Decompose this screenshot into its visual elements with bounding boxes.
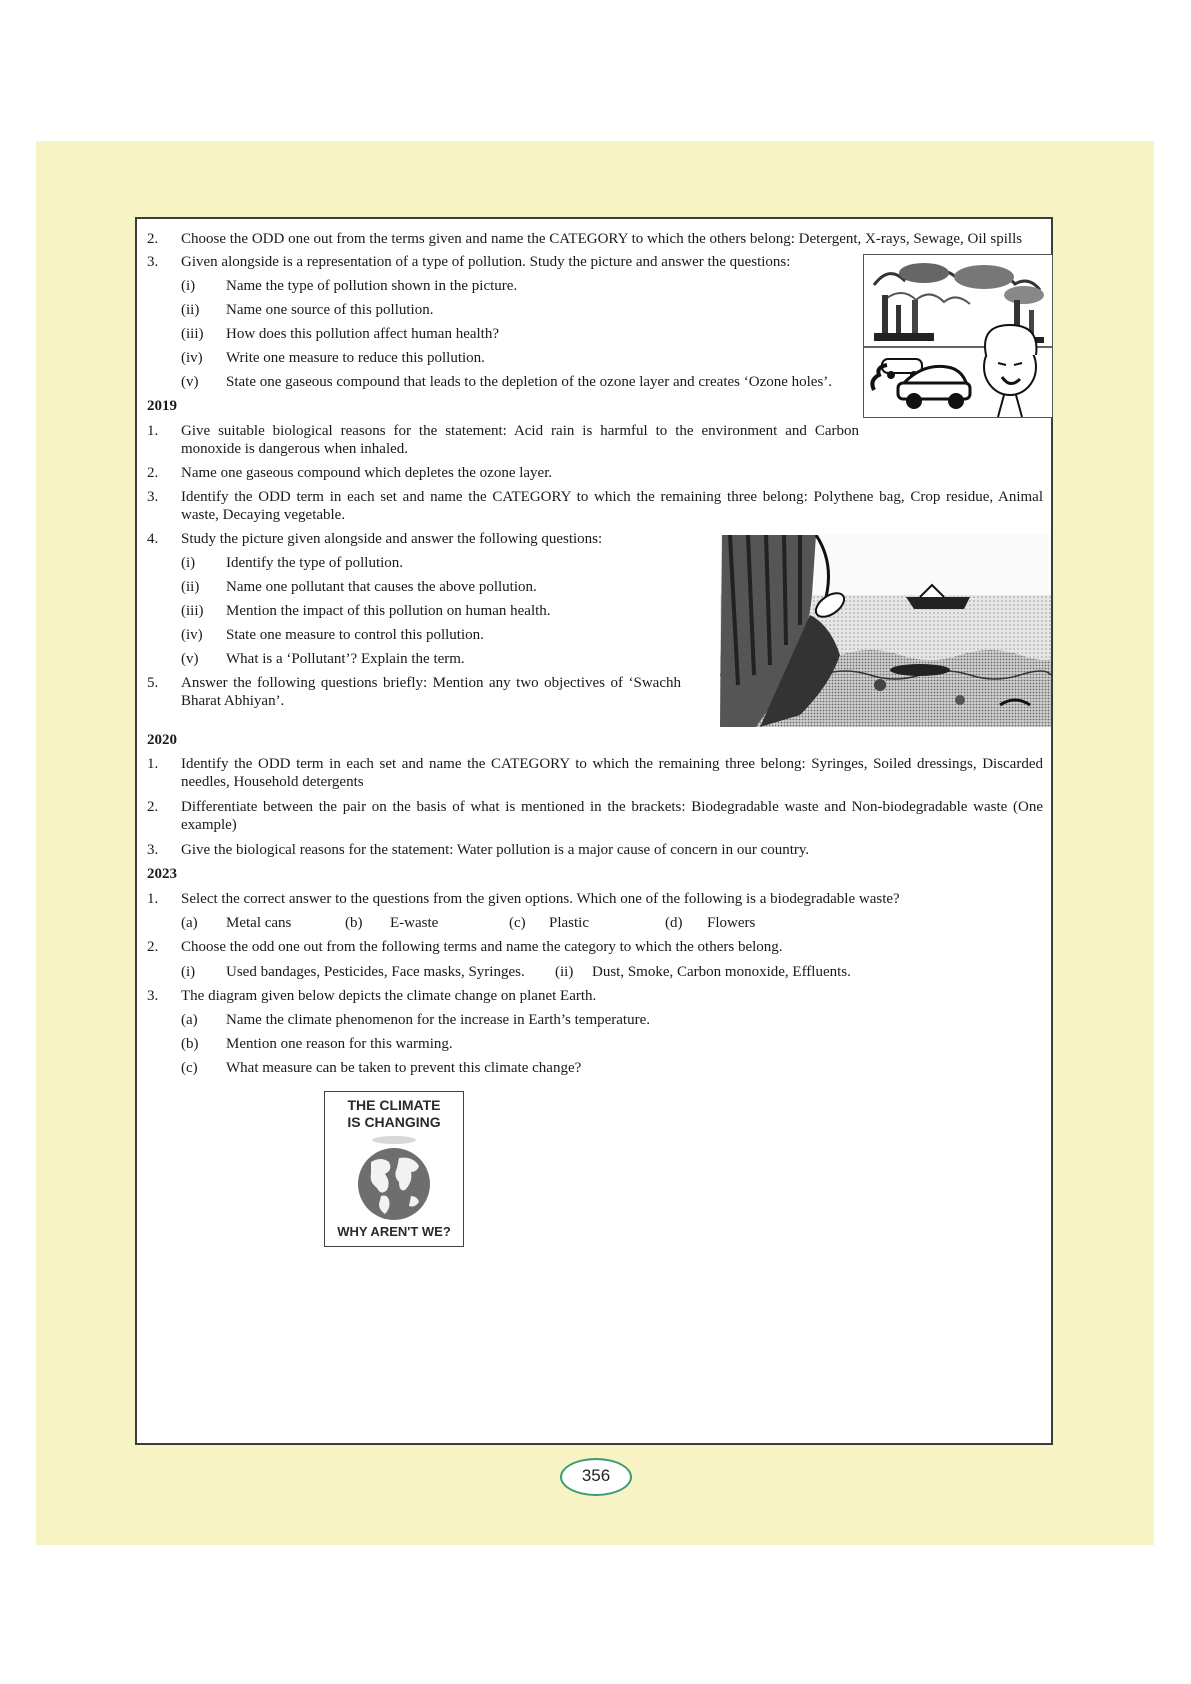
sub-label: (iii) [181, 326, 204, 342]
q-number: 1. [147, 423, 159, 439]
option-label: (d) [665, 915, 683, 931]
sub-label: (iv) [181, 350, 203, 366]
poster-line3: WHY AREN'T WE? [337, 1224, 451, 1239]
option-label: (a) [181, 915, 198, 931]
option-text: Metal cans [226, 915, 292, 931]
year-heading-2023: 2023 [147, 866, 177, 882]
q-text: Select the correct answer to the questions from the given options. Which one of the following is a biodegradable waste? [181, 891, 900, 907]
sub-label: (a) [181, 1012, 198, 1028]
sub-label: (i) [181, 964, 196, 980]
sub-label: (v) [181, 651, 199, 667]
sub-text: Dust, Smoke, Carbon monoxide, Effluents. [592, 964, 851, 980]
q-text: Study the picture given alongside and answer the following questions: [181, 531, 603, 547]
page-number: 356 [560, 1458, 632, 1496]
sub-label: (iii) [181, 603, 204, 619]
sub-text: Mention the impact of this pollution on human health. [226, 603, 551, 619]
q-number: 3. [147, 489, 159, 505]
sub-text: Used bandages, Pesticides, Face masks, Syringes. [226, 964, 525, 980]
q-text: Differentiate between the pair on the basis of what is mentioned in the brackets: Biodegradable waste and Non-biodegradable waste (One example) [181, 799, 1043, 833]
q-text: Give suitable biological reasons for the statement: Acid rain is harmful to the environment and Carbon monoxide is dangerous when inhaled. [181, 423, 859, 457]
sub-label: (b) [181, 1036, 199, 1052]
sub-label: (ii) [555, 964, 574, 980]
sub-text: What measure can be taken to prevent this climate change? [226, 1060, 582, 1076]
q-number: 2. [147, 231, 159, 247]
q-text: Identify the ODD term in each set and name the CATEGORY to which the remaining three belong: Polythene bag, Crop residue, Animal waste, Decaying vegetable. [181, 489, 1043, 523]
sub-text: Write one measure to reduce this pollution. [226, 350, 485, 366]
sub-text: What is a ‘Pollutant’? Explain the term. [226, 651, 465, 667]
q-number: 1. [147, 891, 159, 907]
q-number: 3. [147, 842, 159, 858]
q-text: Give the biological reasons for the statement: Water pollution is a major cause of concern in our country. [181, 842, 810, 858]
sub-label: (v) [181, 374, 199, 390]
q-number: 3. [147, 988, 159, 1004]
year-heading-2020: 2020 [147, 732, 177, 748]
air-pollution-illustration [863, 254, 1053, 418]
q-number: 2. [147, 939, 159, 955]
sub-text: State one measure to control this pollution. [226, 627, 484, 643]
sub-label: (ii) [181, 302, 200, 318]
poster-line1: THE CLIMATE [347, 1097, 441, 1113]
sub-text: State one gaseous compound that leads to the depletion of the ozone layer and creates ‘Ozone holes’. [226, 374, 833, 390]
question-box [135, 217, 1053, 1445]
q-text: The diagram given below depicts the climate change on planet Earth. [181, 988, 597, 1004]
sub-label: (c) [181, 1060, 198, 1076]
sub-text: Identify the type of pollution. [226, 555, 404, 571]
q-number: 3. [147, 254, 159, 270]
option-text: Plastic [549, 915, 589, 931]
sub-text: Name one source of this pollution. [226, 302, 434, 318]
earth-globe-icon [341, 1132, 447, 1222]
climate-poster [324, 1091, 464, 1247]
sub-label: (ii) [181, 579, 200, 595]
sub-label: (iv) [181, 627, 203, 643]
q-text: Answer the following questions briefly: Mention any two objectives of ‘Swachh Bharat Abhiyan’. [181, 675, 681, 709]
q-number: 1. [147, 756, 159, 772]
sub-text: Name the type of pollution shown in the picture. [226, 278, 518, 294]
poster-line2: IS CHANGING [347, 1114, 441, 1130]
q-number: 2. [147, 465, 159, 481]
q-text: Identify the ODD term in each set and name the CATEGORY to which the remaining three belong: Syringes, Soiled dressings, Discarded needles, Household detergents [181, 756, 1043, 790]
q-number: 4. [147, 531, 159, 547]
option-label: (b) [345, 915, 363, 931]
sub-text: How does this pollution affect human health? [226, 326, 499, 342]
sub-label: (i) [181, 555, 196, 571]
water-pollution-illustration [720, 535, 1051, 727]
option-text: E-waste [390, 915, 439, 931]
q-text: Choose the ODD one out from the terms given and name the CATEGORY to which the others belong: Detergent, X-rays, Sewage, Oil spills [181, 231, 1023, 247]
option-label: (c) [509, 915, 526, 931]
q-number: 2. [147, 799, 159, 815]
q-number: 5. [147, 675, 159, 691]
q-text: Name one gaseous compound which depletes the ozone layer. [181, 465, 553, 481]
q-text: Given alongside is a representation of a type of pollution. Study the picture and answer the questions: [181, 254, 791, 270]
year-heading-2019: 2019 [147, 398, 177, 414]
option-text: Flowers [707, 915, 756, 931]
sub-text: Name one pollutant that causes the above pollution. [226, 579, 537, 595]
q-text: Choose the odd one out from the following terms and name the category to which the others belong. [181, 939, 783, 955]
sub-text: Name the climate phenomenon for the increase in Earth’s temperature. [226, 1012, 650, 1028]
sub-label: (i) [181, 278, 196, 294]
sub-text: Mention one reason for this warming. [226, 1036, 453, 1052]
